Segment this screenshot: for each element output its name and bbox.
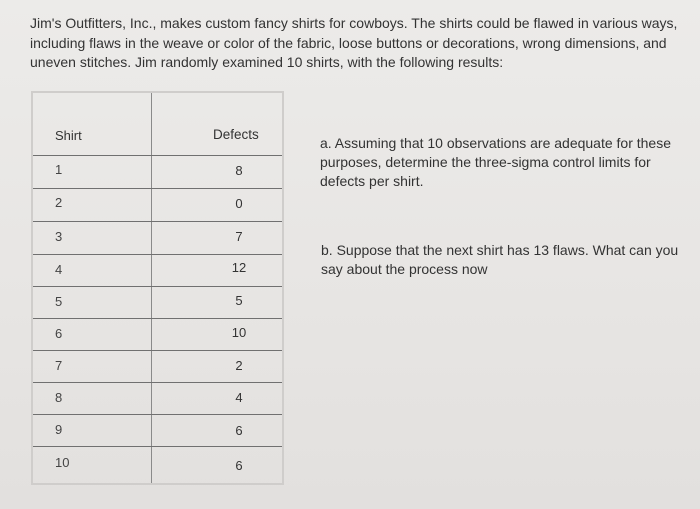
- shirt-number: 2: [55, 195, 63, 210]
- shirt-column-header: Shirt: [55, 128, 82, 143]
- shirt-number: 4: [55, 262, 63, 277]
- defect-count: 8: [235, 163, 243, 178]
- shirt-number: 3: [55, 229, 63, 244]
- table-row: [33, 287, 282, 319]
- shirt-number: 5: [55, 294, 63, 309]
- shirt-number: 8: [55, 390, 63, 405]
- defect-count: 10: [231, 325, 247, 340]
- shirt-number: 7: [55, 358, 63, 373]
- shirt-number: 6: [55, 326, 63, 341]
- table-row: [33, 447, 282, 483]
- defect-count: 6: [235, 458, 243, 473]
- shirt-number: 10: [55, 455, 70, 470]
- defect-count: 5: [235, 293, 243, 308]
- table-row: [33, 255, 282, 287]
- defect-count: 4: [235, 390, 243, 405]
- shirt-number: 9: [55, 422, 63, 437]
- table-row: [33, 189, 282, 222]
- defect-count: 12: [231, 260, 247, 275]
- question-b: b. Suppose that the next shirt has 13 flaws. What can you say about the process now: [321, 242, 679, 277]
- defect-count: 2: [235, 358, 243, 373]
- question-a: a. Assuming that 10 observations are adequate for these purposes, determine the three-sigma control limits for defects per shirt.: [320, 135, 672, 189]
- defects-column-header: Defects: [213, 127, 259, 142]
- defect-count: 7: [235, 229, 243, 244]
- table-row: [33, 351, 282, 383]
- defect-count: 0: [235, 196, 243, 211]
- table-row: [33, 319, 282, 351]
- table-row: [33, 156, 282, 189]
- table-row: [33, 383, 282, 415]
- problem-intro: Jim's Outfitters, Inc., makes custom fancy shirts for cowboys. The shirts could be flawed in various ways, including flaws in the weave or color of the fabric, loose buttons or decorations, wrong dimensions, and uneven stitches. Jim randomly examined 10 shirts, with the following results:: [30, 15, 678, 70]
- defect-count: 6: [235, 423, 243, 438]
- table-header-row: [33, 93, 282, 156]
- shirt-number: 1: [55, 162, 63, 177]
- table-row: [33, 222, 282, 255]
- table-row: [33, 415, 282, 447]
- defects-table: [31, 91, 284, 485]
